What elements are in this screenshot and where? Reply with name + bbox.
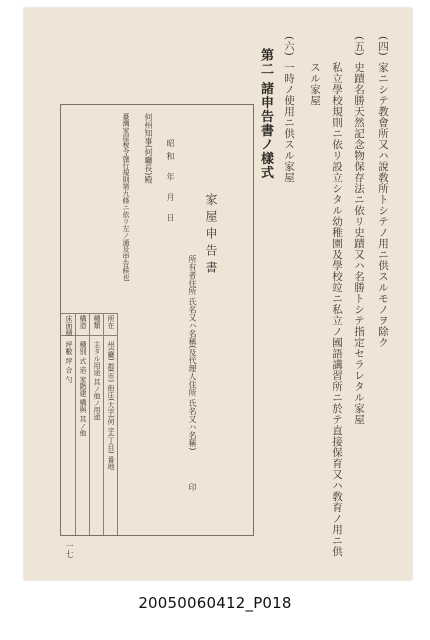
form-seal: 印: [188, 483, 197, 491]
item5-text-line1: 史蹟名勝天然記念物保存法ニ依リ史蹟又ハ名勝トシテ指定セラレタル家屋: [353, 62, 365, 425]
item5-text-line3: スル家屋: [309, 62, 321, 106]
row-location-label: 所在: [107, 315, 115, 329]
item5-number: (五): [353, 36, 365, 57]
item4-number: (四): [377, 36, 389, 57]
row-type-value: 主タル用途 其ノ他ノ用途: [93, 341, 101, 421]
form-addressee: 何州知事(何廳長)殿: [144, 113, 153, 184]
table-row-divider: [75, 313, 76, 535]
page-number: 一七: [65, 542, 74, 558]
section-heading: 第二 諸申告書ノ樣式: [258, 48, 273, 180]
row-type-label: 種類: [93, 315, 101, 329]
table-row-divider: [89, 313, 90, 535]
row-structure-value: 種別 式 造 家階建 構與 其ノ他: [79, 341, 87, 437]
item4-text: 家ニシテ教會所又ハ說敎所トシテノ用ニ供スルモノヲ除ク: [377, 62, 389, 348]
form-owner-line: 所有者住所 氏名又ハ名稱(及代理人住所 氏名又ハ名稱): [188, 255, 197, 451]
row-structure-label: 構造: [79, 315, 87, 329]
form-date-line: 昭和 年 月 日: [166, 139, 175, 227]
image-caption: 20050060412_P018: [138, 594, 292, 612]
document-page: [24, 8, 412, 580]
table-row-divider: [103, 313, 104, 535]
row-area-value: 坪數 坪 合 勺: [65, 341, 73, 383]
item6-number: (六): [283, 36, 295, 57]
form-statement: 臺灣家屋稅令施行規則第九條ニ依リ左ノ通及申告候也: [122, 113, 130, 281]
table-left-border: [117, 313, 118, 535]
item6-text: 一時ノ使用ニ供スル家屋: [283, 62, 295, 183]
form-title: 家屋申告書: [204, 193, 218, 278]
row-area-label: 床面積: [65, 315, 73, 336]
row-location-value: 州(廳) 郡(市) 街庄(大字)何 字(丁目) 番地: [107, 341, 115, 470]
item5-text-line2: 私立學校規則ニ依リ設立シタル幼稚園及學校竝ニ私立ノ國語講習所ニ於テ直接保育又ハ敎育ノ用ニ供: [331, 62, 343, 557]
house-declaration-form: [60, 104, 254, 536]
